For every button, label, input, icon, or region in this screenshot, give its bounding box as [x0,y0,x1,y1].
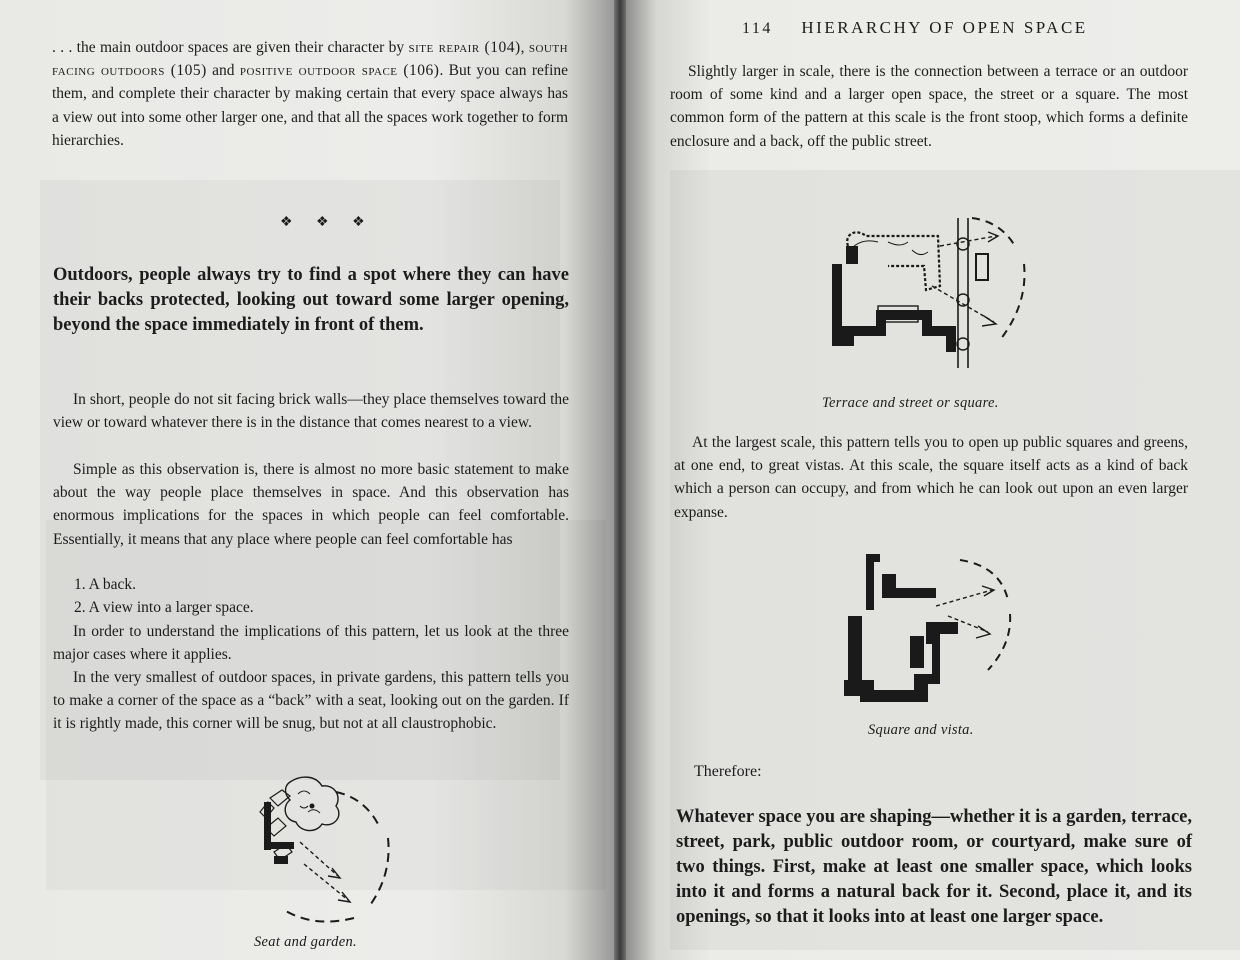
intro-text-start: . . . the main outdoor spaces are given their character by [52,39,405,56]
book-gutter [614,0,626,960]
body-paragraph-1: In short, people do not sit facing brick walls—they place themselves toward the view or toward whatever there is in the distance that comes nearest to a view. [53,391,569,432]
section-ornament: ❖ ❖ ❖ [280,215,375,230]
list-item [74,573,136,596]
solution-statement: Whatever space you are shaping—whether it is a garden, terrace, street, park, public outdoor room, or courtyard, make sure of two things. First, make at least one smaller space, which looks into it and forms a natural back for it. Second, place it, and its openings, so that it looks into at least one larger space. [676,807,1192,927]
therefore-label: Therefore: [694,763,762,780]
figure-caption-terrace: Terrace and street or square. [822,395,999,411]
list-number: 1. [74,576,86,593]
left-page [0,0,614,960]
seat-and-garden-sketch [250,772,400,932]
pattern-ref-south-facing-outdoors: south facing outdoors (105) [52,39,569,80]
intro-conjunction: and [212,62,235,80]
body-paragraph-largest-scale: At the largest scale, this pattern tells you to open up public squares and greens, at one end, to great vistas. At this scale, the square itself acts as a kind of back which a person can occupy, and from which he can look out upon an even larger expanse. [674,434,1188,521]
pattern-ref-site-repair: site repair (104) [408,39,521,56]
intro-paragraph [52,36,568,152]
intro-separator: , [520,39,525,56]
square-and-vista-sketch [840,550,1020,710]
intro-text-end: . But you can refine them, and complete their character by making certain that every space always has a view out into some other larger one, and that all the spaces work together to form hierarchies. [52,62,569,149]
list-number: 2. [74,599,86,616]
problem-statement: Outdoors, people always try to find a spot where they can have their backs protected, looking out toward some larger opening, beyond the space immediately in front of them. [53,265,569,335]
pattern-ref-positive-outdoor-space: positive outdoor space (106) [239,62,440,80]
list-text: A view into a larger space. [88,599,254,616]
running-header [742,18,1088,38]
terrace-and-street-sketch [828,206,1038,376]
body-paragraph-3: In order to understand the implications of this pattern, let us look at the three major cases where it applies. [53,623,569,664]
page-number: 114 [742,20,773,37]
body-paragraph-2: Simple as this observation is, there is almost no more basic statement to make about the way people place themselves in space. And this observation has enormous implications for the spaces in which people can feel comfortable. Essentially, it means that any place where people can feel comfortable has [53,461,569,548]
figure-caption-seat-and-garden: Seat and garden. [254,934,357,950]
list-text: A back. [88,576,137,593]
body-paragraph-scale: Slightly larger in scale, there is the connection between a terrace or an outdoor room of some kind and a larger open space, the street or a square. The most common form of the pattern at this scale is the front stoop, which forms a definite enclosure and a back, off the public street. [670,63,1188,150]
figure-caption-square: Square and vista. [868,722,974,738]
body-paragraph-4: In the very smallest of outdoor spaces, in private gardens, this pattern tells you to make a corner of the space as a “back” with a seat, looking out on the garden. If it is rightly made, this corner will be snug, but not at all claustrophobic. [53,669,569,733]
list-item [74,596,254,619]
running-title: HIERARCHY OF OPEN SPACE [801,18,1088,37]
